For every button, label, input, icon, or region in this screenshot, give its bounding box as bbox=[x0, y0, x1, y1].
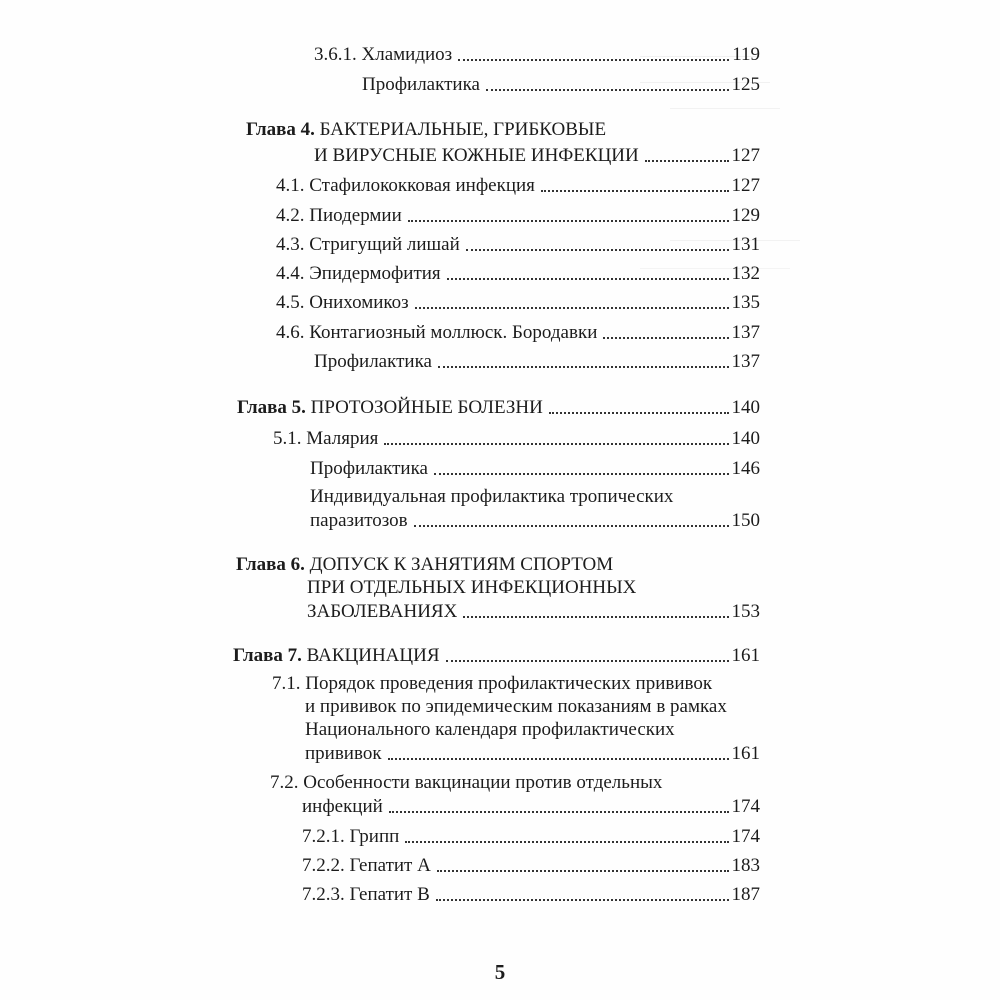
toc-entry-label: 4.1. Стафилококковая инфекция bbox=[276, 175, 535, 196]
dot-leader bbox=[645, 160, 729, 162]
chapter-heading bbox=[233, 643, 440, 669]
dot-leader bbox=[541, 190, 729, 192]
toc-entry-label: инфекций bbox=[302, 796, 383, 817]
toc-page-number: 187 bbox=[731, 884, 760, 905]
dot-leader bbox=[405, 841, 728, 843]
dot-leader bbox=[415, 307, 729, 309]
toc-page-number: 146 bbox=[731, 458, 760, 479]
toc-page-number: 140 bbox=[731, 428, 760, 449]
dot-leader bbox=[447, 278, 729, 280]
toc-entry[interactable] bbox=[302, 824, 760, 850]
toc-page-number: 150 bbox=[731, 510, 760, 531]
toc-page-number: 137 bbox=[731, 322, 760, 343]
dot-leader bbox=[458, 59, 729, 61]
toc-entry-label: 7.2.2. Гепатит А bbox=[302, 855, 431, 876]
toc-entry[interactable] bbox=[276, 232, 760, 258]
dot-leader bbox=[603, 337, 728, 339]
toc-entry[interactable] bbox=[302, 882, 760, 908]
toc-page-number: 174 bbox=[731, 796, 760, 817]
toc-entry[interactable] bbox=[276, 290, 760, 316]
chapter-number: Глава 7. bbox=[233, 645, 302, 666]
toc-entry-line: Национального календаря профилактических bbox=[305, 719, 675, 740]
dot-leader bbox=[408, 220, 729, 222]
chapter-number: Глава 5. bbox=[237, 397, 306, 418]
dot-leader bbox=[414, 525, 729, 527]
toc-entry-label: 4.5. Онихомикоз bbox=[276, 292, 409, 313]
dot-leader bbox=[437, 870, 729, 872]
toc-page-number: 129 bbox=[731, 205, 760, 226]
toc-entry[interactable] bbox=[237, 395, 760, 421]
dot-leader bbox=[486, 89, 729, 91]
toc-page-number: 183 bbox=[731, 855, 760, 876]
toc-entry-label: паразитозов bbox=[310, 510, 408, 531]
toc-entry-label: 7.2.1. Грипп bbox=[302, 826, 400, 847]
chapter-title-line: ДОПУСК К ЗАНЯТИЯМ СПОРТОМ bbox=[309, 554, 614, 575]
toc-entry[interactable] bbox=[310, 456, 760, 482]
toc-entry[interactable] bbox=[314, 42, 760, 68]
chapter-title-line: ЗАБОЛЕВАНИЯХ bbox=[307, 601, 458, 622]
dot-leader bbox=[434, 473, 729, 475]
toc-entry-label: 3.6.1. Хламидиоз bbox=[314, 44, 453, 65]
toc-entry-line: 7.2. Особенности вакцинации против отдельных bbox=[270, 772, 663, 793]
toc-entry-label: Профилактика bbox=[310, 458, 428, 479]
toc-page-number: 161 bbox=[731, 743, 760, 764]
toc-entry[interactable] bbox=[276, 203, 760, 229]
toc-entry[interactable] bbox=[276, 320, 760, 346]
chapter-title-line: И ВИРУСНЫЕ КОЖНЫЕ ИНФЕКЦИИ bbox=[314, 145, 639, 166]
dot-leader bbox=[436, 899, 729, 901]
dot-leader bbox=[389, 811, 729, 813]
chapter-title-line: БАКТЕРИАЛЬНЫЕ, ГРИБКОВЫЕ bbox=[319, 119, 607, 140]
toc-entry-label: 4.2. Пиодермии bbox=[276, 205, 402, 226]
chapter-title-line: ПРИ ОТДЕЛЬНЫХ ИНФЕКЦИОННЫХ bbox=[307, 577, 637, 598]
dot-leader bbox=[384, 443, 728, 445]
dot-leader bbox=[466, 249, 729, 251]
toc-entry-label: 4.6. Контагиозный моллюск. Бородавки bbox=[276, 322, 598, 343]
toc-entry-label: прививок bbox=[305, 743, 382, 764]
toc-page-number: 135 bbox=[731, 292, 760, 313]
chapter-title: ВАКЦИНАЦИЯ bbox=[306, 645, 440, 666]
toc-entry[interactable] bbox=[310, 508, 760, 534]
toc-entry[interactable] bbox=[302, 853, 760, 879]
toc-entry-label: 7.2.3. Гепатит В bbox=[302, 884, 430, 905]
chapter-heading bbox=[237, 395, 543, 421]
toc-entry-label: 5.1. Малярия bbox=[273, 428, 379, 449]
toc-page-number: 137 bbox=[731, 351, 760, 372]
chapter-heading bbox=[246, 117, 606, 143]
toc-page-number: 125 bbox=[731, 74, 760, 95]
toc-entry[interactable] bbox=[276, 173, 760, 199]
chapter-number: Глава 6. bbox=[236, 554, 305, 575]
dot-leader bbox=[446, 660, 729, 662]
toc-entry-label: Профилактика bbox=[362, 74, 480, 95]
toc-entry[interactable] bbox=[233, 643, 760, 669]
dot-leader bbox=[463, 616, 728, 618]
dot-leader bbox=[438, 366, 729, 368]
toc-page-number: 140 bbox=[731, 397, 760, 418]
toc-entry[interactable] bbox=[305, 741, 760, 767]
toc-entry[interactable] bbox=[314, 349, 760, 375]
toc-page-number: 161 bbox=[731, 645, 760, 666]
toc-entry[interactable] bbox=[362, 72, 760, 98]
toc-entry[interactable] bbox=[314, 143, 760, 169]
toc-entry-label: Профилактика bbox=[314, 351, 432, 372]
toc-entry-line: Индивидуальная профилактика тропических bbox=[310, 486, 674, 507]
toc-page-number: 153 bbox=[731, 601, 760, 622]
toc-entry-label: 4.3. Стригущий лишай bbox=[276, 234, 460, 255]
toc-page-number: 127 bbox=[731, 175, 760, 196]
chapter-number: Глава 4. bbox=[246, 119, 315, 140]
dot-leader bbox=[549, 412, 729, 414]
toc-entry-line: 7.1. Порядок проведения профилактических прививок bbox=[272, 673, 713, 694]
toc-entry[interactable] bbox=[273, 426, 760, 452]
toc-entry-line: и прививок по эпидемическим показаниям в рамках bbox=[305, 696, 727, 717]
toc-entry[interactable] bbox=[302, 794, 760, 820]
toc-page-number: 174 bbox=[731, 826, 760, 847]
toc-page-number: 131 bbox=[731, 234, 760, 255]
toc-entry-label: 4.4. Эпидермофития bbox=[276, 263, 441, 284]
toc-entry[interactable] bbox=[307, 599, 760, 625]
toc-page-number: 127 bbox=[731, 145, 760, 166]
chapter-title: ПРОТОЗОЙНЫЕ БОЛЕЗНИ bbox=[310, 397, 543, 418]
page-number: 5 bbox=[494, 960, 506, 984]
toc-entry[interactable] bbox=[276, 261, 760, 287]
toc-page-number: 132 bbox=[731, 263, 760, 284]
toc-page-number: 119 bbox=[732, 44, 760, 65]
dot-leader bbox=[388, 758, 729, 760]
show-through-mark bbox=[670, 98, 780, 109]
